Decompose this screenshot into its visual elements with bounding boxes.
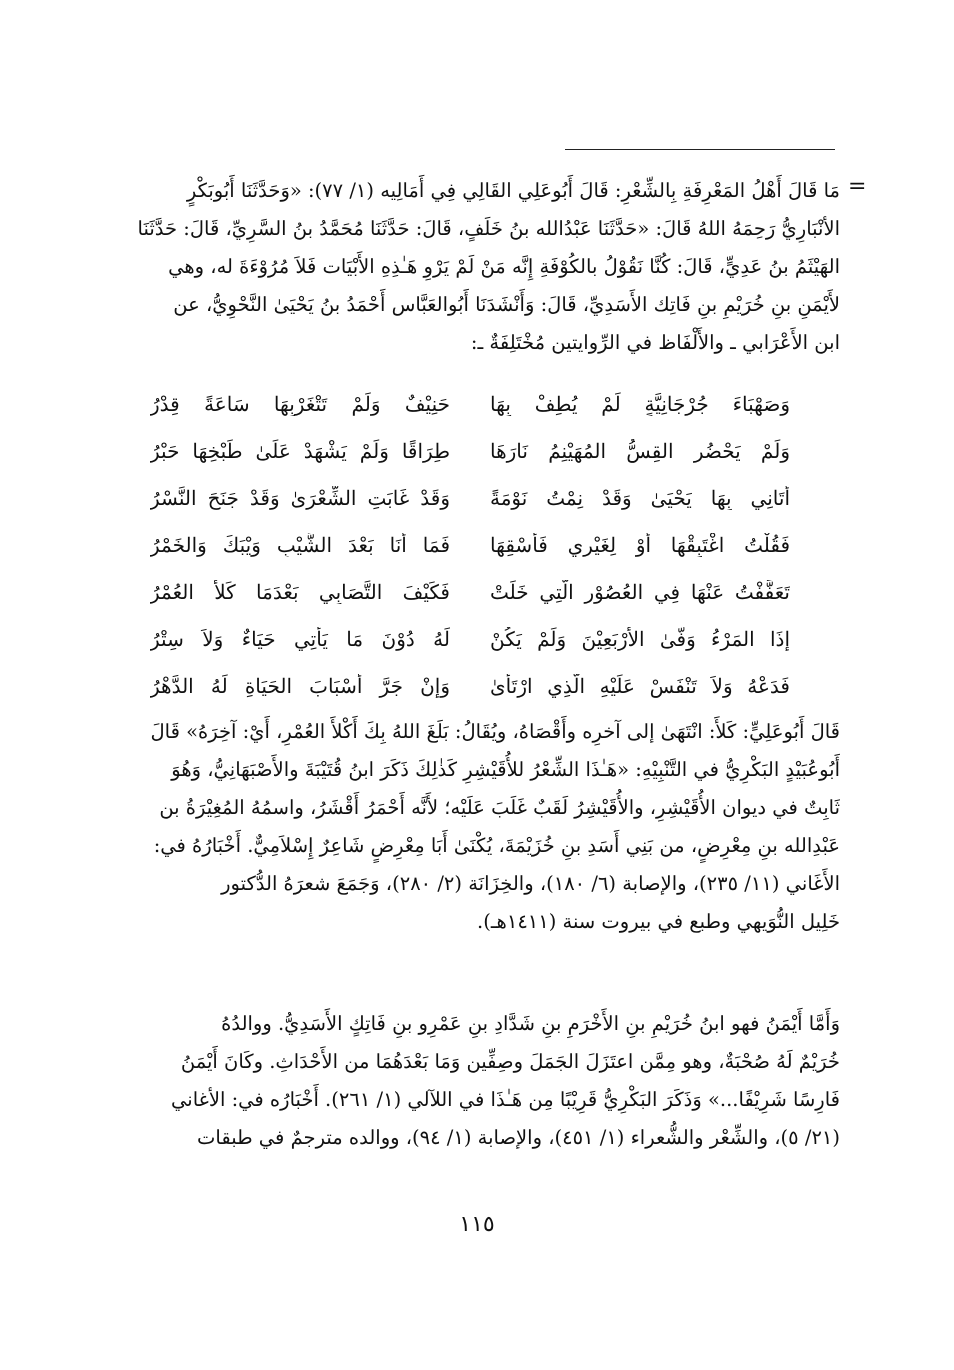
footnote-separator-rule: [565, 149, 835, 150]
verse-second-hemistich: وَإِنْ جَرَّ أَسْبَابَ الحَيَاةِ لَهُ الدَّهْرُ: [150, 673, 450, 698]
text-line: الأنْبَارِيُّ رَحِمَهُ اللهُ قَالَ: «حَدَّثَنَا عَبْدُالله بنُ خَلَفٍ، قَالَ: حَدَّثَنَا مُحَمَّدُ بنُ السَّرِيِّ، قَالَ: حَدَّثَنَا: [137, 217, 840, 240]
text-line: الأَغَاني (١١/ ٢٣٥)، والإصابة (٦/ ١٨٠)، والخِزَانَة (٢/ ٢٨٠)، وَجَمَعَ شعرَهُ الدُّكتور: [221, 872, 840, 895]
text-line: لأَيْمَنِ بنِ خُرَيْمِ بنِ فَاتِك الأَسَدِيِّ، قَالَ: وَأَنْشَدَنَا أَبُوالعَبَّاس أَحْمَدُ بنُ يَحْيَىٰ النَّحْوِيُّ، عن: [173, 293, 840, 316]
text-line: خَلِيل النُّوَيهي وطبع في بيروت سنة (١٤١١هـ).: [477, 910, 840, 933]
verse-first-hemistich: فَقُلْتُ اغْتَبِقْهَا أَوْ لِغَيْرِي فَأَسْقِهَا: [490, 532, 790, 557]
verse-second-hemistich: لَهُ دُوْنَ مَا يَأْتِي حَيَاءٌ وَلاَ سِتْرُ: [150, 626, 450, 651]
verse-first-hemistich: أَتَانِي بِهَا يَحْيَىٰ وَقَدْ نِمْتُ نَوْمَةً: [490, 485, 790, 510]
text-line: مَا قَالَ أَهْلُ المَعْرِفَةِ بِالشِّعْرِ: قَالَ أَبُوعَلِي القَالِي فِي أَمَالِيه (١/ ٧٧): «وَحَدَّثَنَا أَبُوبَكْرٍ: [186, 179, 840, 202]
page-number: ١١٥: [459, 1212, 495, 1237]
poem-verse: [150, 568, 790, 615]
poem-verse: [150, 427, 790, 474]
verse-second-hemistich: حَنِيْفٌ وَلَمْ تَتْغَرْبِهَا سَاعَةً قِدْرُ: [150, 391, 450, 416]
footnote-paragraph-2: [118, 713, 840, 941]
footnote-paragraph-1: [118, 172, 840, 362]
text-line: فَارِسًا شَرِيْفًا...» وَذَكَرَ البَكْرِيُّ قَرِيْبًا مِن هَـٰذَا في اللآلي (١/ ٢٦١). أَخْبَارُه في: الأغاني: [171, 1088, 840, 1111]
continuation-mark: =: [848, 174, 867, 199]
text-line: وَأَمَّا أَيْمَنُ فهو ابنُ خُرَيْمِ بنِ الأَخْرَمِ بنِ شَدَّادِ بنِ عَمْرِو بنِ فَاتِكٍ الأَسَدِيُّ. ووالدُهُ: [221, 1012, 840, 1035]
text-line: الهَيْثَمُ بنُ عَدِيٍّ، قَالَ: كُنَّا نَقُوْلُ بالكُوْفَةِ إِنَّه مَنْ لَمْ يَرْوِ هَـٰذِهِ الأَبْيَات فَلاَ مُرُوْءَةَ له، وهي: [168, 255, 840, 278]
poem-verse: [150, 521, 790, 568]
poem-verse: [150, 615, 790, 662]
text-line: عَبْدِالله بنِ مِعْرِضٍ، من بَنِي أَسَدِ بنِ خُزَيْمَةَ، يُكْنَىٰ أَبَا مِعْرِضٍ شَاعِرٌ إِسْلاَمِيٌّ. أَخْبَارُهُ في:: [153, 834, 840, 857]
verse-first-hemistich: فَدَعْهُ وَلاَ تَنْفَسْ عَلَيْهِ الَّذِي ارْتَأَىٰ: [490, 673, 790, 698]
text-line: أَبُوعُبَيْدٍ البَكْرِيُّ في التَّنْبِيْهِ: «هَـٰذَا الشِّعْرُ للأُقَيْشِرِ كَذٰلِكَ ذَكَرَ ابنُ قُتَيْبَةَ والأَصْبَهَانِيُّ، وَهُوَ: [171, 758, 840, 781]
verse-first-hemistich: وَلَمْ يَحْضُرِ القِسُّ المُهَيْنِمُ نَارَهَا: [490, 438, 790, 463]
text-line: قَالَ أَبُوعَلِيٍّ: كَلأَ: انْتَهَىٰ إلى آخرِه وأَقْصَاهُ، ويُقَالُ: بَلَغَ اللهُ بِكَ أَكْلأَ العُمْرِ، أَيْ: آخِرَهُ» قَالَ: [150, 720, 840, 743]
text-line: ابن الأَعْرَابي ـ والأَلْفَاظ في الرِّوايتين مُخْتَلِفَةٌ ـ:: [470, 331, 840, 354]
poem-verse: [150, 380, 790, 427]
verse-second-hemistich: وَقَدْ غَابَتِ الشِّعْرَىٰ وَقَدْ جَنَحَ النَّسْرُ: [150, 485, 450, 510]
verse-second-hemistich: طِرَاقًا وَلَمْ يَشْهَدْ عَلَىٰ طَبْخِهَا حَبْرُ: [150, 438, 450, 463]
text-line: (٢١/ ٥)، والشِّعْر والشُّعراء (١/ ٤٥١)، والإصابة (١/ ٩٤)، ووالده مترجمٌ في طبقات: [197, 1126, 840, 1149]
verse-first-hemistich: وَصَهْبَاءَ جُرْجَانِيَّةٍ لَمْ يُطِفْ بِهَا: [490, 391, 790, 416]
text-line: خُرَيْمٌ لَهُ صُحْبَةٌ، وهو مِمَّن اعتَزَلَ الجَمَلَ وصِفِّين وَمَا بَعْدَهُمَا من الأَحْدَاثِ. وكَانَ أَيْمَنُ: [180, 1050, 840, 1073]
verse-second-hemistich: فَكَيْفَ التَّصَابِي بَعْدَمَا كَلأَ العُمْرُ: [150, 579, 450, 604]
poem-verse: [150, 662, 790, 709]
verse-second-hemistich: فَمَا أَنَا بَعْدَ الشَّيْبِ وَيْبَكَ وَالخَمْرُ: [150, 532, 450, 557]
verse-first-hemistich: إِذَا المَرْءُ وَفَّىٰ الأَرْبَعِيْنَ وَلَمْ يَكُنْ: [490, 626, 790, 651]
text-line: ثَابِتٌ في ديوان الأُقَيْشِرِ، والأُقَيْشِرُ لَقَبٌ غَلَبَ عَلَيْه؛ لأَنَّه أَحْمَرُ أَقْشَرُ، واسمُهُ المُغِيْرَةُ بن: [159, 796, 840, 819]
poem-verse: [150, 474, 790, 521]
poem: [150, 380, 790, 709]
footnote-paragraph-3: [118, 1005, 840, 1157]
verse-first-hemistich: تَعَفَّفْتُ عَنْهَا فِي العُصُوْرِ الَّتِي خَلَتْ: [490, 579, 790, 604]
